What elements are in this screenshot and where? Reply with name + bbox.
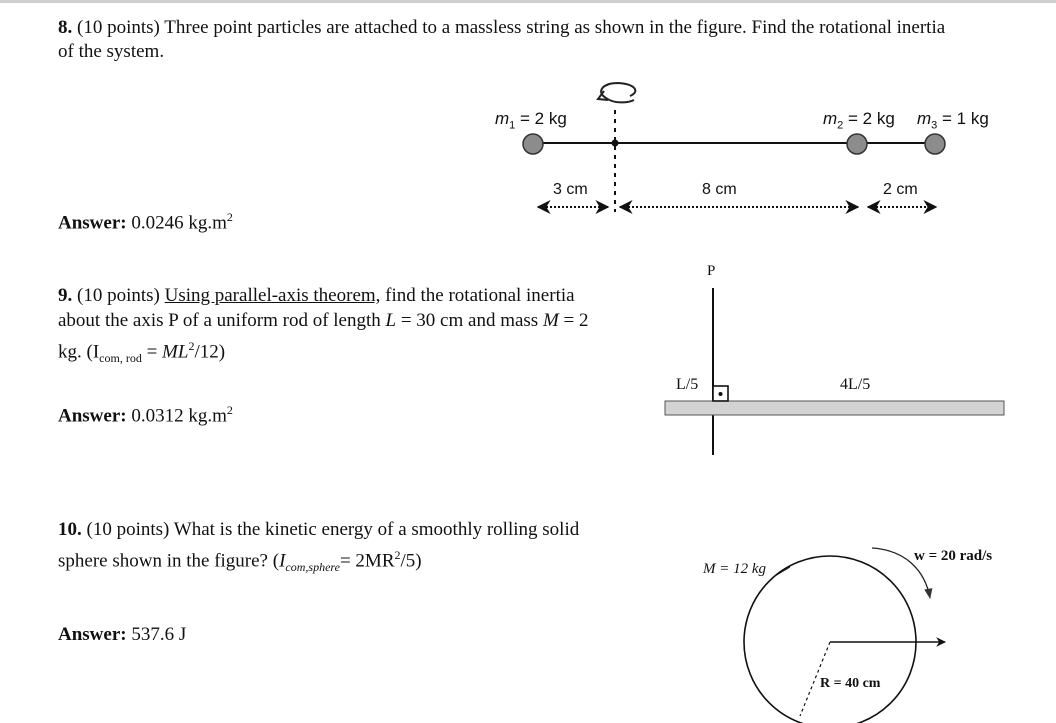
q8-distance-2-label: 8 cm bbox=[702, 181, 737, 198]
q10-number: 10. bbox=[58, 519, 82, 540]
q10-mass-leader bbox=[775, 567, 790, 576]
q8-mass-3-label bbox=[917, 109, 989, 131]
q9-points: (10 points) bbox=[77, 285, 160, 306]
q8-mass-3 bbox=[925, 134, 945, 154]
q9-right-angle-dot bbox=[719, 392, 723, 396]
q10-radius-label: R = 40 cm bbox=[820, 676, 881, 691]
q8-m1-sub: 1 bbox=[509, 119, 516, 132]
q10-text-line1 bbox=[58, 518, 579, 542]
q9-text-line3 bbox=[58, 334, 225, 370]
q10-line2-c: /5) bbox=[400, 550, 422, 572]
q9-line3-sub: com, rod bbox=[99, 351, 142, 366]
q9-L-symbol: L bbox=[385, 310, 397, 331]
q9-axis-label: P bbox=[707, 263, 716, 279]
q9-text-line2 bbox=[58, 309, 589, 333]
q9-right-segment-label: 4L/5 bbox=[840, 376, 871, 393]
q9-line2-c: = 2 bbox=[563, 310, 589, 331]
q10-omega-label: w = 20 rad/s bbox=[914, 548, 993, 564]
q8-rotation-arrow-icon bbox=[598, 83, 635, 102]
q8-number: 8. bbox=[58, 17, 73, 38]
q8-answer-exp: 2 bbox=[226, 210, 233, 224]
q8-m3-symbol: m bbox=[917, 109, 932, 128]
q8-m3-value: = 1 kg bbox=[942, 109, 989, 128]
q10-answer-value: 537.6 J bbox=[131, 624, 187, 645]
q10-sphere bbox=[744, 556, 916, 723]
q10-line1: What is the kinetic energy of a smoothly rolling solid bbox=[173, 519, 580, 540]
q9-left-segment-label: L/5 bbox=[676, 376, 699, 393]
q8-m2-sub: 2 bbox=[837, 119, 844, 132]
q8-axis-dot bbox=[612, 140, 619, 147]
q9-answer-label: Answer: bbox=[58, 405, 127, 427]
q8-distance-3-label: 2 cm bbox=[883, 181, 918, 198]
q9-text-line1 bbox=[58, 284, 575, 308]
q9-answer-exp: 2 bbox=[226, 403, 233, 417]
q8-mass-2-label bbox=[823, 109, 895, 131]
q8-m1-symbol: m bbox=[495, 109, 510, 128]
q10-line2-a: sphere shown in the figure? ( bbox=[58, 550, 280, 572]
q9-number: 9. bbox=[58, 285, 73, 306]
q8-mass-2 bbox=[847, 134, 867, 154]
q10-line2-exp: 2 bbox=[394, 548, 401, 562]
q10-points: (10 points) bbox=[86, 519, 170, 540]
q10-I-symbol: I bbox=[279, 550, 286, 572]
q8-distance-1-label: 3 cm bbox=[553, 181, 588, 198]
q9-line3-c: /12) bbox=[194, 341, 226, 363]
q8-answer-label: Answer: bbox=[58, 212, 127, 234]
q9-M-symbol: M bbox=[542, 310, 559, 331]
q9-ML-symbol: ML bbox=[162, 341, 189, 363]
q9-line2-b: = 30 cm and mass bbox=[400, 310, 539, 331]
q9-line3-exp: 2 bbox=[188, 339, 195, 353]
q9-rod bbox=[665, 401, 1004, 415]
q9-theorem: Using parallel-axis theorem, bbox=[164, 285, 381, 306]
q8-mass-1 bbox=[523, 134, 543, 154]
q10-answer-label: Answer: bbox=[58, 624, 127, 645]
q8-m2-value: = 2 kg bbox=[848, 109, 895, 128]
q8-m2-symbol: m bbox=[823, 109, 838, 128]
q10-mass-label: M = 12 kg bbox=[703, 561, 767, 577]
q9-answer-value: 0.0312 kg.m bbox=[131, 405, 227, 427]
q8-prompt: Three point particles are attached to a massless string as shown in the figure. Find the rotational inertia bbox=[164, 17, 946, 38]
q8-points: (10 points) bbox=[77, 17, 160, 38]
q9-line3-b: = bbox=[146, 341, 158, 363]
q10-line2-sub: com,sphere bbox=[285, 560, 340, 575]
q9-line3-a: kg. (I bbox=[58, 341, 100, 363]
q9-line1-rest: find the rotational inertia bbox=[385, 285, 575, 306]
q9-line2-a: about the axis P of a uniform rod of length bbox=[58, 310, 381, 331]
q9-answer bbox=[58, 398, 233, 428]
q8-m3-sub: 3 bbox=[931, 119, 938, 132]
q8-m1-value: = 2 kg bbox=[520, 109, 567, 128]
q10-answer bbox=[58, 623, 186, 647]
q10-line2-b: = 2MR bbox=[339, 550, 395, 572]
q8-mass-1-label bbox=[495, 109, 567, 131]
q8-text-line2: of the system. bbox=[58, 41, 165, 62]
q10-text-line2 bbox=[58, 543, 422, 579]
q8-answer-value: 0.0246 kg.m bbox=[131, 212, 227, 234]
